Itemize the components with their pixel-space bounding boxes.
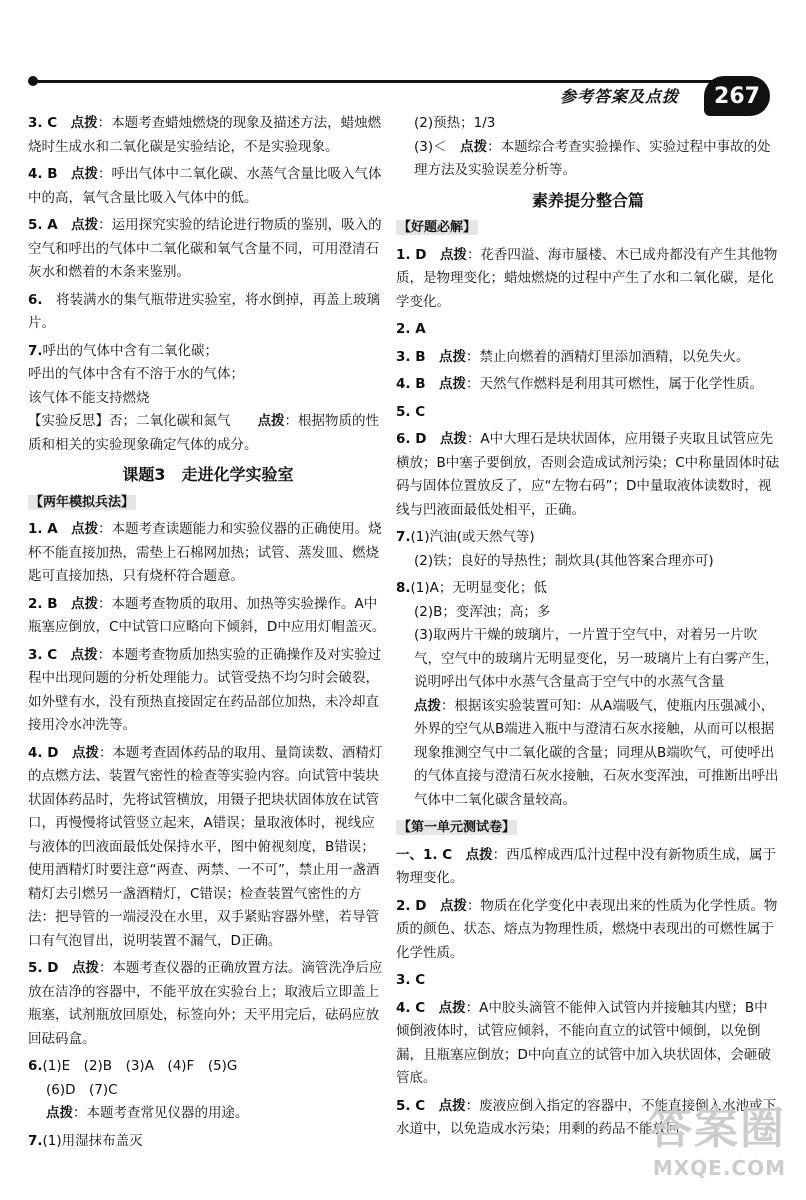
left-column <box>28 112 388 1157</box>
tip-label: 点拨 <box>439 431 467 447</box>
tip-text: ：运用探究实验的结论进行物质的鉴别，吸入的空气和呼出的气体中二氧化碳和氧气含量不同，可用澄清石灰水和燃着的木条来鉴别。 <box>28 217 382 280</box>
answer-entry <box>28 742 388 954</box>
answer-entry <box>28 214 388 285</box>
tip-text: ：本题考查物质加热实验的正确操作及对实验过程中出现问题的分析处理能力。试管受热不均匀时会破裂，如外壁有水，没有预热直接固定在药品部位加热，未冷却直接用冷水冲洗等。 <box>28 646 382 733</box>
answer-entry <box>396 844 780 891</box>
section-tag: 【两年模拟兵法】 <box>30 494 135 510</box>
tip-label: 点拨 <box>439 246 467 263</box>
answer-line: (1)A；无明显变化；低 <box>410 580 547 596</box>
answer-entry <box>28 163 388 210</box>
question-number: 5. A <box>28 217 58 233</box>
tip-text: ：本题考查仪器的正确放置方法。滴管洗净后应放在洁净的容器中，不能平放在实验台上；取液后立即盖上瓶塞，试剂瓶放回原处，标签向外；天平用完后，砝码应放回砝码盒。 <box>28 960 383 1047</box>
tip-text: ：废液应倒入指定的容器中，不能直接倒入水池或下水道中，以免造成水污染；用剩的药品不能放回 <box>396 1097 777 1137</box>
question-number: 5. C <box>396 403 426 420</box>
question-number: 5. D <box>28 960 59 976</box>
section-title: 素养提分整合篇 <box>531 190 644 210</box>
answer-entry <box>396 997 780 1091</box>
tip-text: ：本题考查读题能力和实验仪器的正确使用。烧杯不能直接加热，需垫上石棉网加热；试管、蒸发皿、燃烧匙可直接加热，只有烧杯符合题意。 <box>28 521 382 584</box>
tip-label: 点拨 <box>439 376 467 392</box>
tip-text: 将装满水的集气瓶带进实验室，将水倒掉，再盖上玻璃片。 <box>28 291 381 331</box>
answer-entry <box>396 401 780 425</box>
header-title: 参考答案及点拨 <box>560 87 680 106</box>
answer-entry <box>396 244 780 315</box>
q3-answer: (3)＜ 点拨：本题综合考查实验操作、实验过程中事故的处理方法及实验误差分析等。 <box>414 138 771 178</box>
tip-label: 点拨 <box>71 166 99 182</box>
question-number: 4. C <box>396 999 426 1016</box>
tip-label: 点拨 <box>465 846 493 863</box>
question-number: 2. A <box>396 321 426 337</box>
answer-entry <box>396 895 780 966</box>
answer-line: (6)D (7)C <box>46 1081 118 1098</box>
answer-entry <box>396 969 780 993</box>
tip-label: 点拨 <box>71 595 99 612</box>
tip-text: ：本题考查蜡烛燃烧的现象及描述方法，蜡烛燃烧时生成水和二氧化碳是实验结论，不是实验现象。 <box>28 115 382 155</box>
answer-entry <box>396 373 780 397</box>
tip-label: 点拨 <box>46 1105 73 1121</box>
tip-label: 点拨 <box>71 960 99 976</box>
answer-line: (2)B；变浑浊；高；多 <box>414 603 551 620</box>
tip-label: 点拨 <box>439 897 467 914</box>
tip-label: 点拨 <box>257 413 285 429</box>
tip-text: ：禁止向燃着的酒精灯里添加酒精，以免失火。 <box>466 348 750 365</box>
tip-label: 点拨 <box>460 138 488 155</box>
question-number: 2. B <box>28 595 58 612</box>
answer-entry <box>28 593 388 640</box>
question-number: 6. D <box>396 431 427 447</box>
question-number: 1. D <box>396 246 427 263</box>
answer-line: (3)取两片干燥的玻璃片，一片置于空气中，对着另一片吹气，空气中的玻璃片无明显变化，另一玻璃片上有白雾产生，说明呼出气体中水蒸气含量高于空气中的水蒸气含量 <box>414 627 779 690</box>
tip-text: ：天然气作燃料是利用其可燃性，属于化学性质。 <box>466 376 764 392</box>
question-number: 4. B <box>396 376 426 392</box>
tip-label: 点拨 <box>438 999 466 1016</box>
tip-text: ：呼出气体中二氧化碳、水蒸气含量比吸入气体中的高，氧气含量比吸入气体中的低。 <box>28 166 382 206</box>
question-number: 1. A <box>28 521 58 537</box>
section-tag: 【第一单元测试卷】 <box>398 820 516 835</box>
answer-line: 呼出的气体中含有二氧化碳； <box>42 342 219 359</box>
tip-text: ：本题综合考查实验操作、实验过程中事故的处理方法及实验误差分析等。 <box>414 138 771 178</box>
answer-entry <box>28 957 388 1051</box>
answer-line: 该气体不能支持燃烧 <box>28 389 150 406</box>
question-number: 6. <box>28 291 43 308</box>
question-number: 7. <box>28 342 43 359</box>
header-rule <box>32 80 734 83</box>
answer-line: 呼出的气体中含有不溶于水的气体； <box>28 366 244 382</box>
answer-entry <box>396 428 780 522</box>
page-number-badge: 267 <box>704 76 770 116</box>
question-number: 5. C <box>396 1097 426 1114</box>
tip-label: 点拨 <box>438 1097 466 1114</box>
question-number: 3. C <box>28 646 58 663</box>
watermark: 答案圈 MXQE.COM <box>648 1103 786 1180</box>
right-column <box>396 112 780 1146</box>
tip-text: ：西瓜榨成西瓜汁过程中没有新物质生成，属于物理变化。 <box>396 846 777 886</box>
answer-line: (2)预热；1/3 <box>414 115 496 131</box>
tip-text: ：本题考查固体药品的取用、量筒读数、酒精灯的点燃方法、装置气密性的检查等实验内容。向试管中装块状固体药品时，先将试管横放，用镊子把块状固体放在试管口，再慢慢将试管竖立起来，A错误；量取液体时，视线应与液体的凹液面最低处保持水平，图中俯视刻度，B错误；使用酒精灯时要注意“两查、两禁、一不可”，禁止用一盏酒精灯去引燃另一盏酒精灯，C错误；检查装置气密性的方法：把导管的一端浸没在水里，双手紧贴容器外壁，若导管口有气泡冒出，说明装置不漏气，D正确。 <box>28 744 383 949</box>
answer-entry <box>28 112 388 159</box>
tip-label: 点拨 <box>70 115 98 131</box>
q6-answer: 6.(1)E (2)B (3)A (4)F (5)G (6)D (7)C 点拨：本题考查常见仪器的用途。 <box>28 1055 388 1126</box>
tip-text: ：根据物质的性质和相关的实验现象确定气体的成分。 <box>28 413 379 453</box>
question-number: 4. D <box>28 744 59 761</box>
section-title: 课题3 走进化学实验室 <box>122 465 294 484</box>
tip-text: ：花香四溢、海市蜃楼、木已成舟都没有产生其他物质，是物理变化；蜡烛燃烧的过程中产生了水和二氧化碳，是化学变化。 <box>396 246 778 310</box>
left-main-entries <box>28 518 388 1051</box>
tip-label: 点拨 <box>71 521 99 537</box>
left-top-entries <box>28 112 388 336</box>
answer-entry <box>396 346 780 370</box>
answer-line: (2)铁；良好的导热性；制炊具(其他答案合理亦可) <box>414 552 714 569</box>
question-number: 4. B <box>28 166 58 182</box>
question-number: 一、1. C <box>396 846 453 863</box>
tip-label: 点拨 <box>71 217 99 233</box>
answer-entry <box>28 644 388 738</box>
section-tag: 【好题必解】 <box>398 220 477 235</box>
tip-text: ：本题考查物质的取用、加热等实验操作。A中瓶塞应倒放，C中试管口应略向下倾斜，D中应用灯帽盖灭。 <box>28 595 386 635</box>
answer-line: (1)汽油(或天然气等) <box>410 529 535 545</box>
q7b-answer: 7.(1)用湿抹布盖灭 <box>28 1132 143 1149</box>
question-number: 3. B <box>396 348 426 365</box>
question-number: 3. C <box>396 972 426 988</box>
tip-label: 点拨 <box>70 646 98 663</box>
answer-entry <box>28 289 388 336</box>
tip-text: ：根据该实验装置可知：从A端吸气，使瓶内压强减小，外界的空气从B端进入瓶中与澄清石灰水接触，从而可以根据现象推测空气中二氧化碳的含量；同理从B端吹气，可使呼出的气体直接与澄清石灰水接触，石灰水变浑浊，可推断出呼出气体中二氧化碳含量较高。 <box>414 697 779 808</box>
q8-answer: 8.(1)A；无明显变化；低 (2)B；变浑浊；高；多 (3)取两片干燥的玻璃片，一片置于空气中，对着另一片吹气，空气中的玻璃片无明显变化，另一玻璃片上有白雾产生，说明呼出气体中水蒸气含量高于空气中的水蒸气含量 点拨：根据该实验装置可知：从A端吸气，使瓶内压强减小，外界的空气从B端进入瓶中与澄清石灰水接触，从而可以根据现象推测空气中二氧化碳的含量；同理从B端吹气，可使呼出的气体直接与澄清石灰水接触，石灰水变浑浊，可推断出呼出气体中二氧化碳含量较高。 <box>396 580 779 808</box>
answer-line: (1)E (2)B (3)A (4)F (5)G <box>42 1058 238 1074</box>
tip-label: 点拨 <box>414 697 441 714</box>
q7-answer <box>28 340 388 458</box>
question-number: 3. C <box>28 115 58 131</box>
tip-label: 点拨 <box>439 348 467 365</box>
answer-entry <box>396 318 780 342</box>
reflection-text: 【实验反思】否；二氧化碳和氮气 <box>28 413 231 429</box>
q7-answer: 7.(1)汽油(或天然气等) (2)铁；良好的导热性；制炊具(其他答案合理亦可) <box>396 526 780 573</box>
tip-text: ：A中胶头滴管不能伸入试管内并接触其内壁；B中倾倒液体时，试管应倾斜，不能向直立的试管中倾倒，以免倒漏，且瓶塞应倒放；D中向直立的试管中加入块状固体，会砸破管底。 <box>396 999 771 1086</box>
tip-label: 点拨 <box>71 744 99 761</box>
answer-entry <box>28 518 388 589</box>
tip-text: ：物质在化学变化中表现出来的性质为化学性质。物质的颜色、状态、熔点为物理性质，燃烧中表现出的可燃性属于化学性质。 <box>396 897 778 961</box>
tip-text: ：本题考查常见仪器的用途。 <box>73 1105 249 1121</box>
answer-line: (1)用湿抹布盖灭 <box>42 1132 143 1149</box>
tip-text: ：A中大理石是块状固体，应用镊子夹取且试管应先横放；B中塞子要倒放，否则会造成试剂污染；C中称量固体时砝码与固体位置放反了，应“左物右码”；D中量取液体读数时，视线与凹液面最低处相平，正确。 <box>396 431 780 518</box>
question-number: 2. D <box>396 897 427 914</box>
right-main-entries <box>396 244 780 523</box>
